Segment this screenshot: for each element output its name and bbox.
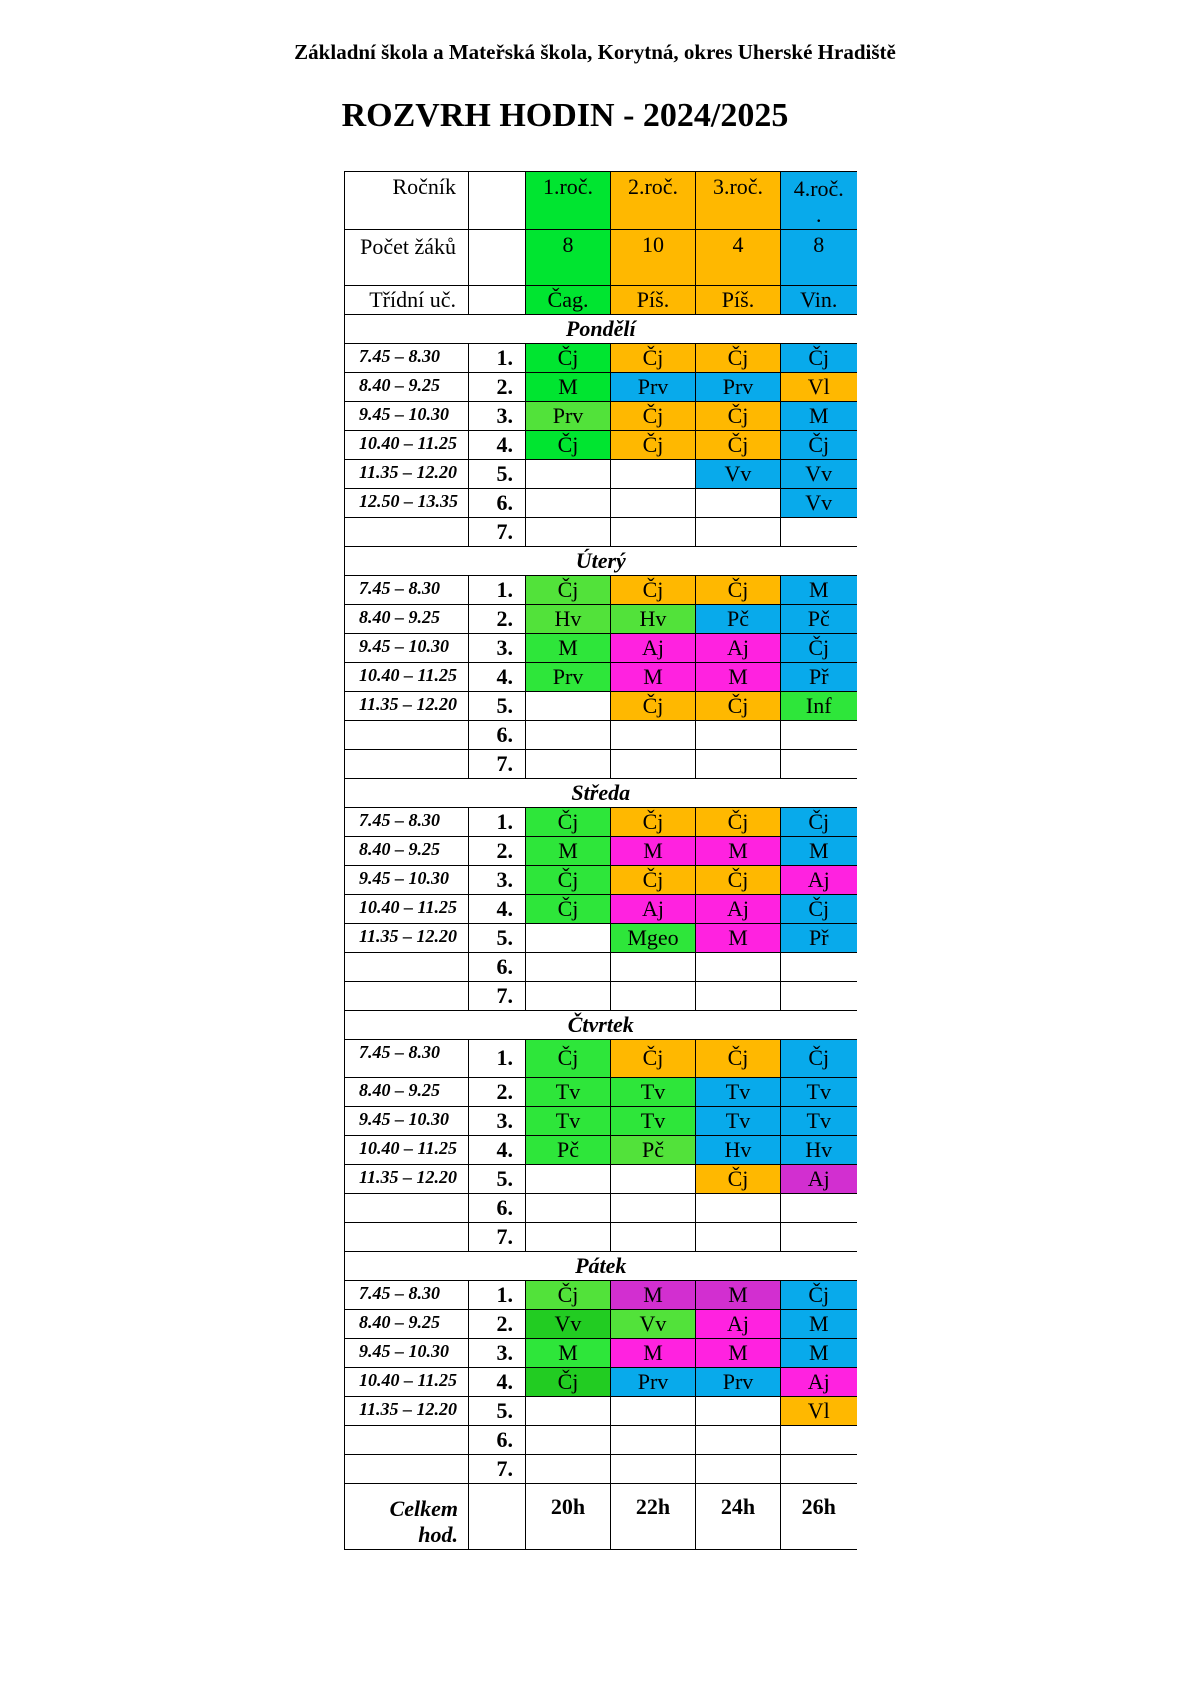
subject-cell [781,749,857,778]
subject-cell: Aj [611,633,696,662]
subject-cell: Tv [781,1077,857,1106]
subject-cell: M [526,1338,611,1367]
subject-cell: Čj [696,575,781,604]
subject-cell: Čj [526,894,611,923]
day-heading: Středa [345,778,857,807]
lesson-number: 7. [469,1454,526,1483]
day-heading: Úterý [345,546,857,575]
subject-cell [526,488,611,517]
class-teacher: Píš. [611,285,696,314]
lesson-number: 2. [469,1309,526,1338]
subject-cell: Hv [696,1135,781,1164]
table-row [345,1396,857,1425]
lesson-time: 10.40 – 11.25 [345,894,469,923]
subject-cell [526,1425,611,1454]
lesson-time: 7.45 – 8.30 [345,575,469,604]
lesson-number: 4. [469,1135,526,1164]
class-teacher: Píš. [696,285,781,314]
subject-cell: Vv [781,488,857,517]
subject-cell: Čj [611,1039,696,1077]
grade-header-dot: . [816,202,822,228]
pupil-count: 8 [526,229,611,285]
table-row [345,488,857,517]
subject-cell [696,1193,781,1222]
subject-cell: Vv [526,1309,611,1338]
subject-cell: Čj [781,1039,857,1077]
subject-cell [696,749,781,778]
table-row [345,1222,857,1251]
subject-cell: Čj [696,430,781,459]
table-row [345,1309,857,1338]
lesson-time: 9.45 – 10.30 [345,865,469,894]
empty-cell [469,229,526,285]
page-title: ROZVRH HODIN - 2024/2025 [341,97,789,134]
subject-cell: M [781,1309,857,1338]
lesson-number: 1. [469,1039,526,1077]
subject-cell: Čj [696,807,781,836]
subject-cell: Tv [526,1106,611,1135]
lesson-number: 2. [469,836,526,865]
subject-cell: M [781,575,857,604]
subject-cell: Čj [781,1280,857,1309]
lesson-time [345,981,469,1010]
subject-cell: Čj [526,575,611,604]
table-row [345,1077,857,1106]
lesson-time: 9.45 – 10.30 [345,1338,469,1367]
pupil-count: 4 [696,229,781,285]
lesson-time: 10.40 – 11.25 [345,662,469,691]
total-hours: 22h [611,1483,696,1549]
subject-cell: Čj [781,807,857,836]
subject-cell [696,720,781,749]
lesson-time: 7.45 – 8.30 [345,1280,469,1309]
class-teacher: Vin. [781,285,857,314]
lesson-number: 2. [469,604,526,633]
subject-cell: M [526,633,611,662]
subject-cell: M [526,372,611,401]
lesson-time: 10.40 – 11.25 [345,1367,469,1396]
subject-cell: Čj [526,1367,611,1396]
subject-cell [611,1425,696,1454]
subject-cell [526,981,611,1010]
subject-cell [781,1454,857,1483]
class-teacher-label: Třídní uč. [345,285,469,314]
subject-cell: Prv [611,372,696,401]
table-row [345,836,857,865]
subject-cell: Pč [611,1135,696,1164]
day-heading: Pondělí [345,314,857,343]
lesson-number: 6. [469,952,526,981]
subject-cell: Vv [781,459,857,488]
subject-cell: Hv [781,1135,857,1164]
table-row [345,894,857,923]
lesson-time: 9.45 – 10.30 [345,401,469,430]
subject-cell: Tv [696,1106,781,1135]
lesson-number: 1. [469,343,526,372]
subject-cell [781,952,857,981]
lesson-number: 3. [469,1106,526,1135]
table-row [345,1106,857,1135]
total-hours: 24h [696,1483,781,1549]
subject-cell: Hv [611,604,696,633]
subject-cell: Aj [696,894,781,923]
lesson-number: 3. [469,401,526,430]
subject-cell [526,923,611,952]
subject-cell [526,749,611,778]
lesson-number: 5. [469,691,526,720]
rocnik-label: Ročník [345,172,469,230]
lesson-time: 11.35 – 12.20 [345,1396,469,1425]
lesson-time: 10.40 – 11.25 [345,430,469,459]
table-row [345,343,857,372]
subject-cell: Čj [781,430,857,459]
lesson-number: 4. [469,662,526,691]
table-row [345,517,857,546]
lesson-time: 9.45 – 10.30 [345,1106,469,1135]
lesson-time [345,1454,469,1483]
subject-cell: Vv [696,459,781,488]
subject-cell: Čj [526,430,611,459]
table-row [345,285,857,314]
subject-cell: Aj [611,894,696,923]
subject-cell [781,981,857,1010]
lesson-time: 9.45 – 10.30 [345,633,469,662]
table-row [345,1193,857,1222]
table-row [345,1010,857,1039]
day-heading: Pátek [345,1251,857,1280]
subject-cell [526,1396,611,1425]
subject-cell: Čj [611,575,696,604]
table-row [345,604,857,633]
grade-header: 4.roč. . [781,172,857,230]
subject-cell [526,720,611,749]
subject-cell: Prv [696,372,781,401]
subject-cell: Tv [611,1077,696,1106]
subject-cell: Př [781,923,857,952]
lesson-number: 4. [469,1367,526,1396]
pupil-count: 10 [611,229,696,285]
subject-cell [526,1193,611,1222]
subject-cell [781,1222,857,1251]
lesson-time [345,1425,469,1454]
subject-cell: Čj [526,865,611,894]
subject-cell: Čj [526,807,611,836]
lesson-time [345,952,469,981]
table-row [345,430,857,459]
subject-cell: M [611,836,696,865]
subject-cell: Inf [781,691,857,720]
subject-cell [526,1454,611,1483]
subject-cell [696,1222,781,1251]
lesson-time: 11.35 – 12.20 [345,923,469,952]
table-row [345,1251,857,1280]
lesson-number: 3. [469,1338,526,1367]
subject-cell: Aj [696,1309,781,1338]
table-row [345,1338,857,1367]
table-row [345,1039,857,1077]
subject-cell [696,1454,781,1483]
table-row [345,546,857,575]
lesson-number: 5. [469,923,526,952]
subject-cell: M [611,662,696,691]
school-name: Základní škola a Mateřská škola, Korytná, okres Uherské Hradiště [294,40,896,64]
table-row [345,229,857,285]
table-row [345,1425,857,1454]
subject-cell: Čj [611,691,696,720]
subject-cell [611,749,696,778]
subject-cell: M [696,662,781,691]
subject-cell: Čj [696,865,781,894]
lesson-number: 2. [469,1077,526,1106]
table-row [345,720,857,749]
subject-cell: M [696,1280,781,1309]
lesson-number: 4. [469,894,526,923]
subject-cell: Čj [781,633,857,662]
lesson-number: 7. [469,517,526,546]
lesson-time: 11.35 – 12.20 [345,691,469,720]
subject-cell: Prv [526,662,611,691]
subject-cell: Prv [611,1367,696,1396]
lesson-number: 7. [469,749,526,778]
subject-cell [696,1396,781,1425]
subject-cell [611,952,696,981]
lesson-number: 6. [469,720,526,749]
subject-cell [696,488,781,517]
subject-cell: Tv [611,1106,696,1135]
table-row [345,662,857,691]
subject-cell: Čj [781,343,857,372]
subject-cell: Čj [526,343,611,372]
subject-cell: Aj [781,1367,857,1396]
subject-cell [696,952,781,981]
subject-cell: Vv [611,1309,696,1338]
subject-cell: Čj [611,807,696,836]
lesson-number: 2. [469,372,526,401]
subject-cell [696,1425,781,1454]
subject-cell: Pč [526,1135,611,1164]
lesson-time: 7.45 – 8.30 [345,807,469,836]
class-teacher: Čag. [526,285,611,314]
lesson-time [345,1222,469,1251]
subject-cell: M [781,401,857,430]
table-row [345,691,857,720]
subject-cell: Čj [611,343,696,372]
subject-cell [611,981,696,1010]
lesson-time: 11.35 – 12.20 [345,1164,469,1193]
subject-cell [526,952,611,981]
lesson-time: 12.50 – 13.35 [345,488,469,517]
lesson-time [345,749,469,778]
subject-cell [526,459,611,488]
total-hours-label: Celkem hod. [345,1483,469,1549]
lesson-number: 3. [469,633,526,662]
empty-cell [469,285,526,314]
subject-cell: Pč [696,604,781,633]
subject-cell: Prv [526,401,611,430]
timetable [344,171,857,1550]
lesson-time: 8.40 – 9.25 [345,1077,469,1106]
subject-cell: Vl [781,372,857,401]
subject-cell: Pč [781,604,857,633]
table-row [345,314,857,343]
lesson-number: 5. [469,1396,526,1425]
table-row [345,1135,857,1164]
lesson-time: 7.45 – 8.30 [345,343,469,372]
lesson-number: 3. [469,865,526,894]
table-row [345,749,857,778]
pupil-count-label: Počet žáků [345,229,469,285]
lesson-number: 1. [469,807,526,836]
subject-cell: Čj [696,343,781,372]
table-row [345,865,857,894]
subject-cell [781,1425,857,1454]
table-row [345,372,857,401]
table-row [345,807,857,836]
subject-cell [781,517,857,546]
lesson-number: 4. [469,430,526,459]
subject-cell [611,1454,696,1483]
lesson-time [345,720,469,749]
table-row [345,778,857,807]
total-hours: 26h [781,1483,857,1549]
table-row [345,401,857,430]
grade-header: 3.roč. [696,172,781,230]
subject-cell [526,1164,611,1193]
day-heading: Čtvrtek [345,1010,857,1039]
subject-cell [611,1222,696,1251]
subject-cell: Aj [696,633,781,662]
subject-cell: Tv [526,1077,611,1106]
subject-cell [611,1193,696,1222]
subject-cell: Mgeo [611,923,696,952]
subject-cell [526,1222,611,1251]
lesson-number: 6. [469,1425,526,1454]
subject-cell: Čj [781,894,857,923]
lesson-time: 8.40 – 9.25 [345,604,469,633]
lesson-time [345,517,469,546]
subject-cell: Čj [611,865,696,894]
table-row [345,981,857,1010]
lesson-number: 1. [469,1280,526,1309]
subject-cell: M [526,836,611,865]
lesson-number: 6. [469,1193,526,1222]
subject-cell: M [611,1338,696,1367]
subject-cell [611,488,696,517]
pupil-count: 8 [781,229,857,285]
subject-cell: Př [781,662,857,691]
lesson-time [345,1193,469,1222]
subject-cell: Čj [611,430,696,459]
empty-cell [469,1483,526,1549]
subject-cell [696,981,781,1010]
subject-cell [526,517,611,546]
table-row [345,1454,857,1483]
subject-cell [696,517,781,546]
subject-cell: Aj [781,865,857,894]
subject-cell: Čj [526,1039,611,1077]
subject-cell [611,1396,696,1425]
total-hours: 20h [526,1483,611,1549]
table-row [345,923,857,952]
table-row [345,1367,857,1396]
table-row [345,1164,857,1193]
lesson-time: 7.45 – 8.30 [345,1039,469,1077]
table-row [345,1280,857,1309]
table-row [345,633,857,662]
subject-cell: Aj [781,1164,857,1193]
subject-cell: Vl [781,1396,857,1425]
lesson-number: 1. [469,575,526,604]
subject-cell: Tv [781,1106,857,1135]
subject-cell: Čj [696,1039,781,1077]
table-row [345,459,857,488]
empty-cell [469,172,526,230]
subject-cell: M [781,1338,857,1367]
subject-cell: M [696,1338,781,1367]
subject-cell: Tv [696,1077,781,1106]
subject-cell: Čj [696,1164,781,1193]
grade-header: 2.roč. [611,172,696,230]
table-row [345,952,857,981]
table-row [345,1483,857,1549]
lesson-time: 8.40 – 9.25 [345,372,469,401]
lesson-number: 5. [469,459,526,488]
subject-cell: Čj [611,401,696,430]
table-row [345,172,857,230]
subject-cell [611,459,696,488]
lesson-time: 10.40 – 11.25 [345,1135,469,1164]
subject-cell: M [696,836,781,865]
grade-header: 1.roč. [526,172,611,230]
lesson-time: 8.40 – 9.25 [345,1309,469,1338]
lesson-number: 7. [469,981,526,1010]
lesson-number: 7. [469,1222,526,1251]
subject-cell: Čj [696,691,781,720]
lesson-time: 8.40 – 9.25 [345,836,469,865]
subject-cell: Čj [526,1280,611,1309]
lesson-number: 6. [469,488,526,517]
table-row [345,575,857,604]
subject-cell [611,1164,696,1193]
lesson-time: 11.35 – 12.20 [345,459,469,488]
subject-cell [611,720,696,749]
subject-cell: M [696,923,781,952]
subject-cell: Hv [526,604,611,633]
subject-cell: Prv [696,1367,781,1396]
subject-cell: M [611,1280,696,1309]
lesson-number: 5. [469,1164,526,1193]
subject-cell [526,691,611,720]
subject-cell [781,1193,857,1222]
subject-cell: M [781,836,857,865]
subject-cell [781,720,857,749]
subject-cell [611,517,696,546]
subject-cell: Čj [696,401,781,430]
